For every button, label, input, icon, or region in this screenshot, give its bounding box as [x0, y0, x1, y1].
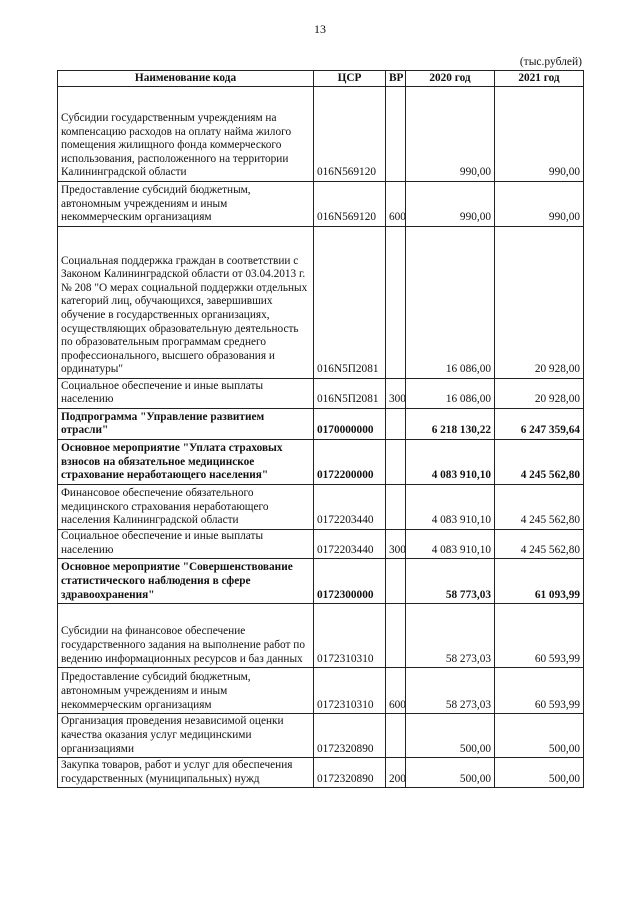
- row-2021: 61 093,99: [495, 559, 584, 604]
- row-csr: 0172300000: [314, 559, 386, 604]
- header-csr: ЦСР: [314, 71, 386, 87]
- row-csr: 0172320890: [314, 758, 386, 788]
- budget-table: [57, 70, 584, 788]
- row-name: Финансовое обеспечение обязательного медицинского страхования неработающего населения Калининградской области: [58, 485, 314, 530]
- table-header-row: [58, 71, 584, 87]
- table-row: [58, 604, 584, 668]
- row-vr: [386, 485, 406, 530]
- row-vr: [386, 604, 406, 668]
- row-2020: 58 273,03: [406, 604, 495, 668]
- row-2020: 4 083 910,10: [406, 530, 495, 559]
- row-vr: [386, 714, 406, 758]
- row-2021: 500,00: [495, 758, 584, 788]
- row-2020: 500,00: [406, 714, 495, 758]
- row-csr: 016N569120: [314, 87, 386, 182]
- row-name: Организация проведения независимой оценки качества оказания услуг медицинскими организациями: [58, 714, 314, 758]
- header-2021: 2021 год: [495, 71, 584, 87]
- row-name: Основное мероприятие "Совершенствование статистического наблюдения в сфере здравоохранения": [58, 559, 314, 604]
- row-vr: [386, 559, 406, 604]
- table-row: [58, 714, 584, 758]
- row-2021: 4 245 562,80: [495, 440, 584, 485]
- row-csr: 0172320890: [314, 714, 386, 758]
- row-name: Основное мероприятие "Уплата страховых взносов на обязательное медицинское страхование неработающего населения": [58, 440, 314, 485]
- header-vr: ВР: [386, 71, 406, 87]
- row-csr: 016N5П2081: [314, 379, 386, 409]
- units-label: (тыс.рублей): [519, 56, 582, 68]
- row-csr: 0172310310: [314, 604, 386, 668]
- table-row: [58, 227, 584, 379]
- row-2021: 20 928,00: [495, 227, 584, 379]
- header-2020: 2020 год: [406, 71, 495, 87]
- row-csr: 0172203440: [314, 530, 386, 559]
- row-name: Субсидии государственным учреждениям на компенсацию расходов на оплату найма жилого помещения жилищного фонда коммерческого использования, расположенного на территории Калининградской области: [58, 87, 314, 182]
- row-vr: 600: [386, 182, 406, 227]
- row-2021: 4 245 562,80: [495, 485, 584, 530]
- row-2021: 60 593,99: [495, 668, 584, 714]
- table-row: [58, 440, 584, 485]
- table-row: [58, 668, 584, 714]
- row-2020: 16 086,00: [406, 379, 495, 409]
- row-2021: 4 245 562,80: [495, 530, 584, 559]
- row-vr: 300: [386, 530, 406, 559]
- row-2020: 500,00: [406, 758, 495, 788]
- row-name: Закупка товаров, работ и услуг для обеспечения государственных (муниципальных) нужд: [58, 758, 314, 788]
- row-vr: [386, 227, 406, 379]
- row-2020: 58 273,03: [406, 668, 495, 714]
- table-row: [58, 87, 584, 182]
- row-name: Социальное обеспечение и иные выплаты населению: [58, 530, 314, 559]
- row-csr: 0172200000: [314, 440, 386, 485]
- row-2020: 16 086,00: [406, 227, 495, 379]
- row-csr: 016N5П2081: [314, 227, 386, 379]
- row-name: Предоставление субсидий бюджетным, автономным учреждениям и иным некоммерческим организациям: [58, 182, 314, 227]
- row-2020: 58 773,03: [406, 559, 495, 604]
- row-csr: 0172203440: [314, 485, 386, 530]
- row-csr: 0172310310: [314, 668, 386, 714]
- table-row: [58, 559, 584, 604]
- table-row: [58, 182, 584, 227]
- row-name: Субсидии на финансовое обеспечение государственного задания на выполнение работ по ведению информационных ресурсов и баз данных: [58, 604, 314, 668]
- row-2021: 990,00: [495, 182, 584, 227]
- row-vr: 600: [386, 668, 406, 714]
- row-csr: 016N569120: [314, 182, 386, 227]
- row-name: Подпрограмма "Управление развитием отрасли": [58, 409, 314, 440]
- table-row: [58, 409, 584, 440]
- table-row: [58, 485, 584, 530]
- row-2020: 4 083 910,10: [406, 485, 495, 530]
- page-number: 13: [314, 22, 326, 36]
- row-2021: 990,00: [495, 87, 584, 182]
- table-row: [58, 530, 584, 559]
- row-vr: [386, 409, 406, 440]
- row-2021: 60 593,99: [495, 604, 584, 668]
- row-vr: [386, 440, 406, 485]
- row-vr: 200: [386, 758, 406, 788]
- row-csr: 0170000000: [314, 409, 386, 440]
- row-2020: 6 218 130,22: [406, 409, 495, 440]
- row-2021: 6 247 359,64: [495, 409, 584, 440]
- row-name: Социальная поддержка граждан в соответствии с Законом Калининградской области от 03.04.2013 г. № 208 "О мерах социальной поддержки отдельных категорий лиц, обучающихся, завершивших обучение в государственных организациях, осуществляющих образовательную деятельность по образовательным программам среднего профессионального, высшего образования и ординатуры": [58, 227, 314, 379]
- row-2021: 500,00: [495, 714, 584, 758]
- header-name: Наименование кода: [58, 71, 314, 87]
- row-2020: 990,00: [406, 87, 495, 182]
- row-vr: 300: [386, 379, 406, 409]
- row-name: Социальное обеспечение и иные выплаты населению: [58, 379, 314, 409]
- row-2020: 990,00: [406, 182, 495, 227]
- row-vr: [386, 87, 406, 182]
- table-row: [58, 758, 584, 788]
- row-2020: 4 083 910,10: [406, 440, 495, 485]
- row-name: Предоставление субсидий бюджетным, автономным учреждениям и иным некоммерческим организациям: [58, 668, 314, 714]
- table-row: [58, 379, 584, 409]
- row-2021: 20 928,00: [495, 379, 584, 409]
